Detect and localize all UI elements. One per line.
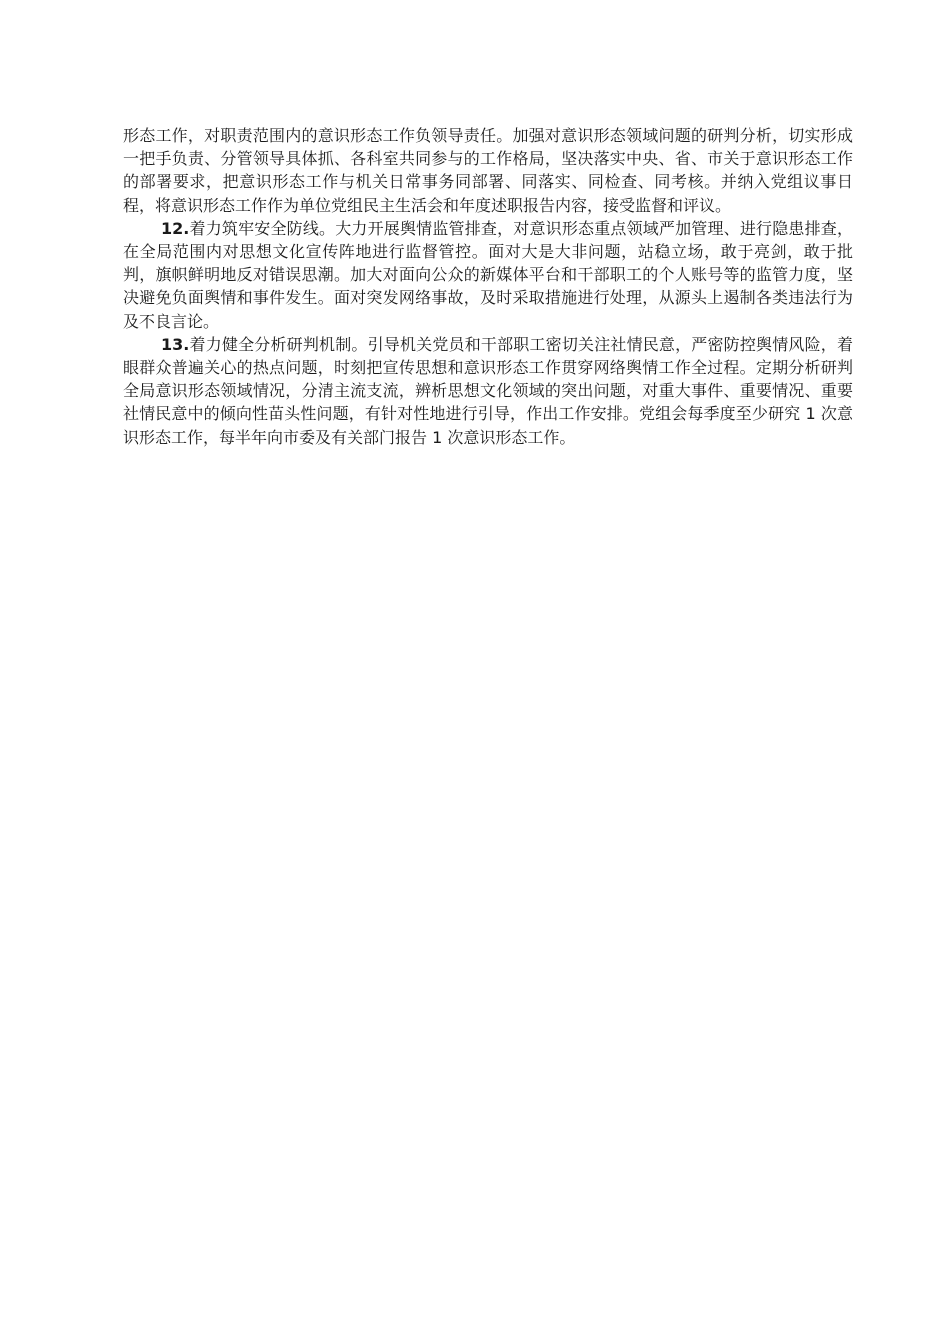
paragraph-text: 着力健全分析研判机制。引导机关党员和干部职工密切关注社情民意，严密防控舆情风险，着眼群众普遍关心的热点问题，时刻把宣传思想和意识形态工作贯穿网络舆情工作全过程。定期分析研判全局意识形态领域情况，分清主流支流，辨析思想文化领域的突出问题，对重大事件、重要情况、重要社情民意中的倾向性苗头性问题，有针对性地进行引导，作出工作安排。党组会每季度至少研究 1 次意识形态工作，每半年向市委及有关部门报告 1 次意识形态工作。 bbox=[123, 334, 853, 447]
paragraph-continuation bbox=[123, 124, 853, 217]
document-body bbox=[123, 124, 853, 449]
paragraph-item-13 bbox=[123, 333, 853, 449]
item-number: 13. bbox=[161, 334, 190, 354]
paragraph-text: 着力筑牢安全防线。大力开展舆情监管排查，对意识形态重点领域严加管理、进行隐患排查，在全局范围内对思想文化宣传阵地进行监督管控。面对大是大非问题，站稳立场，敢于亮剑，敢于批判，旗帜鲜明地反对错误思潮。加大对面向公众的新媒体平台和干部职工的个人账号等的监管力度，坚决避免负面舆情和事件发生。面对突发网络事故，及时采取措施进行处理，从源头上遏制各类违法行为及不良言论。 bbox=[123, 218, 853, 331]
item-number: 12. bbox=[161, 218, 190, 238]
paragraph-text: 形态工作，对职责范围内的意识形态工作负领导责任。加强对意识形态领域问题的研判分析，切实形成一把手负责、分管领导具体抓、各科室共同参与的工作格局，坚决落实中央、省、市关于意识形态工作的部署要求，把意识形态工作与机关日常事务同部署、同落实、同检查、同考核。并纳入党组议事日程，将意识形态工作作为单位党组民主生活会和年度述职报告内容，接受监督和评议。 bbox=[123, 126, 853, 215]
paragraph-item-12 bbox=[123, 217, 853, 333]
